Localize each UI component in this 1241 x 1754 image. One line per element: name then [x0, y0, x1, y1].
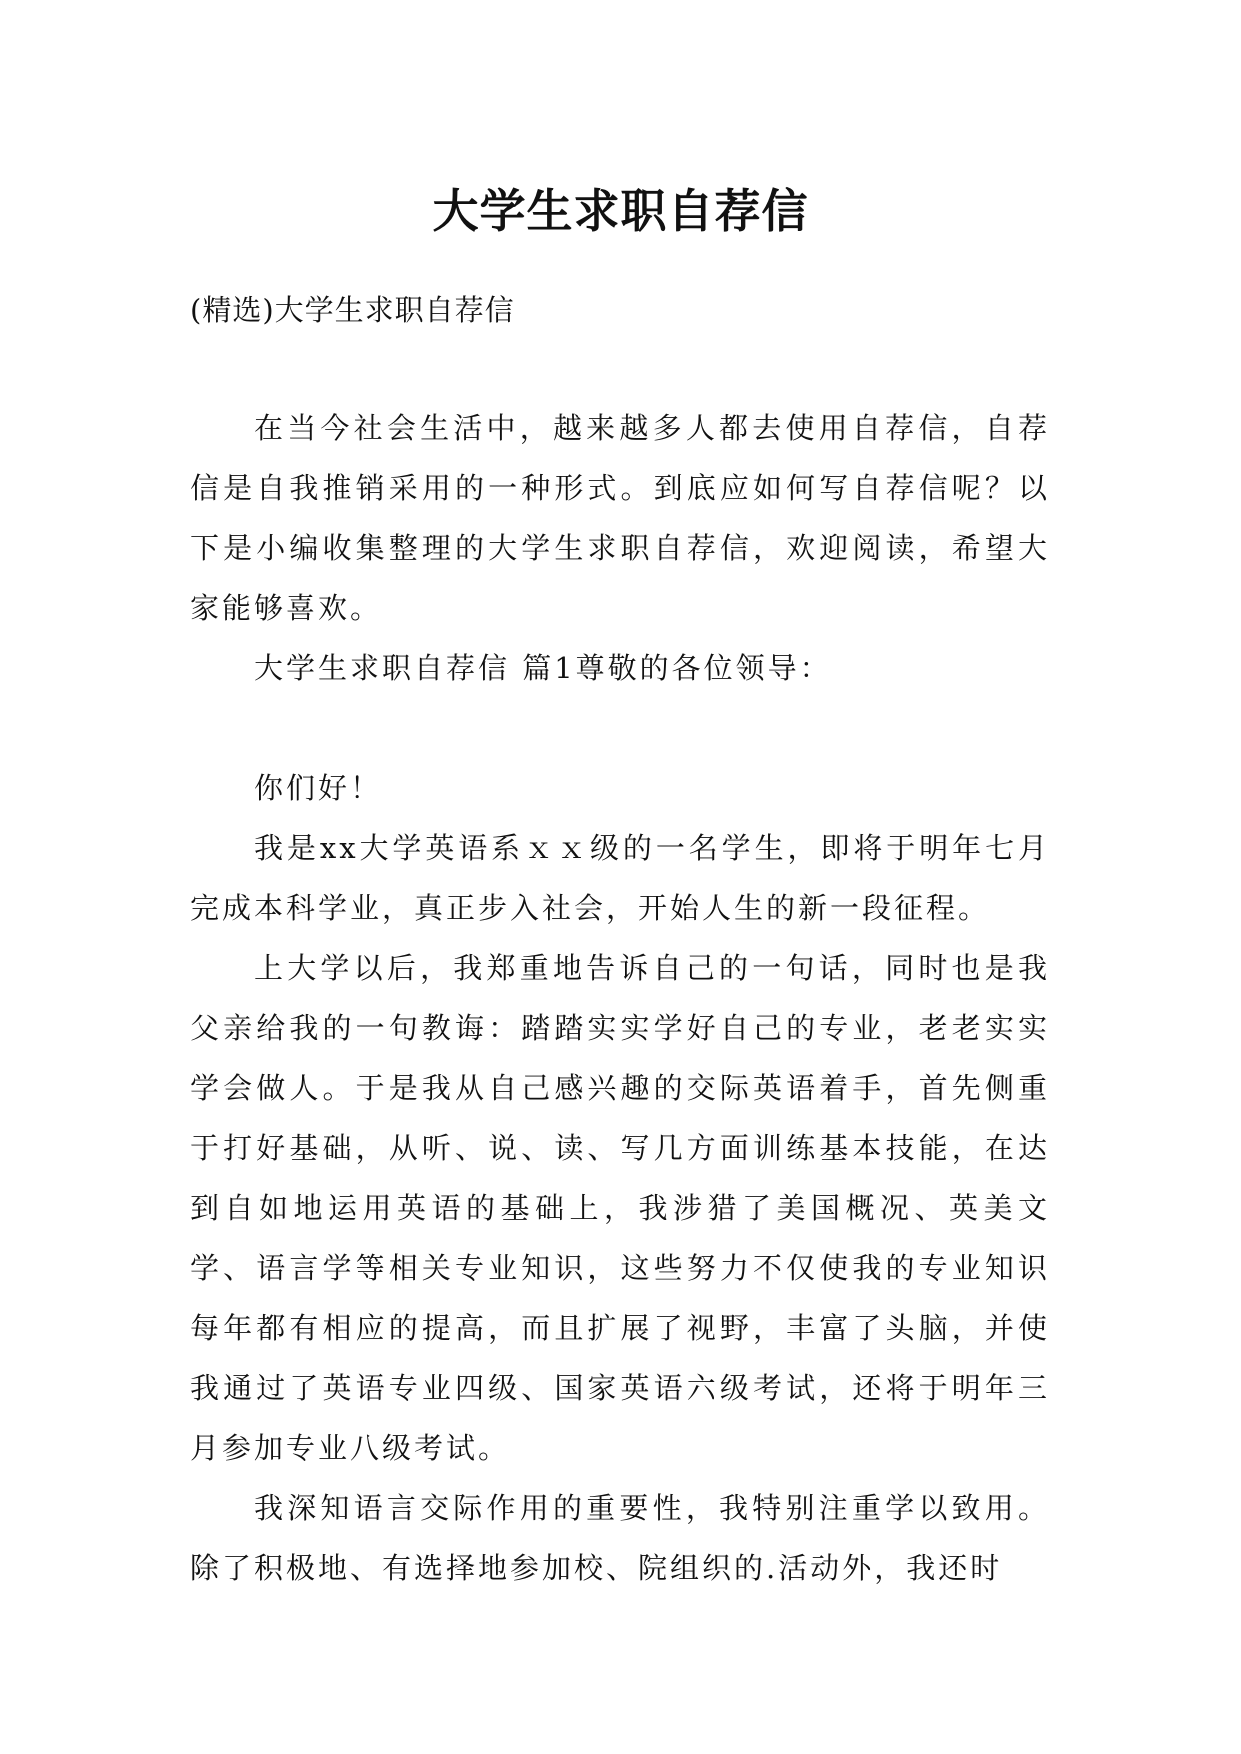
paragraph-study-experience: 上大学以后，我郑重地告诉自己的一句话，同时也是我父亲给我的一句教诲：踏踏实实学好自己的专业，老老实实学会做人。于是我从自己感兴趣的交际英语着手，首先侧重于打好基础，从听、说、读、写几方面训练基本技能，在达到自如地运用英语的基础上，我涉猎了美国概况、英美文学、语言学等相关专业知识，这些努力不仅使我的专业知识每年都有相应的提高，而且扩展了视野，丰富了头脑，并使我通过了英语专业四级、国家英语六级考试，还将于明年三月参加专业八级考试。 — [190, 951, 1050, 1465]
paragraph-intro: 在当今社会生活中，越来越多人都去使用自荐信，自荐信是自我推销采用的一种形式。到底应如何写自荐信呢？以下是小编收集整理的大学生求职自荐信，欢迎阅读，希望大家能够喜欢。 — [190, 411, 1050, 625]
paragraph-practice: 我深知语言交际作用的重要性，我特别注重学以致用。除了积极地、有选择地参加校、院组织的.活动外，我还时 — [190, 1491, 1050, 1585]
document-title: 大学生求职自荐信 — [432, 183, 809, 238]
paragraph-self-introduction: 我是xx大学英语系ｘｘ级的一名学生，即将于明年七月完成本科学业，真正步入社会，开始人生的新一段征程。 — [190, 831, 1050, 925]
paragraph-greeting: 你们好！ — [254, 771, 383, 805]
document-body — [190, 398, 1050, 1598]
document-subtitle: (精选)大学生求职自荐信 — [190, 293, 515, 327]
paragraph-salutation-heading: 大学生求职自荐信 篇1尊敬的各位领导： — [254, 651, 832, 685]
